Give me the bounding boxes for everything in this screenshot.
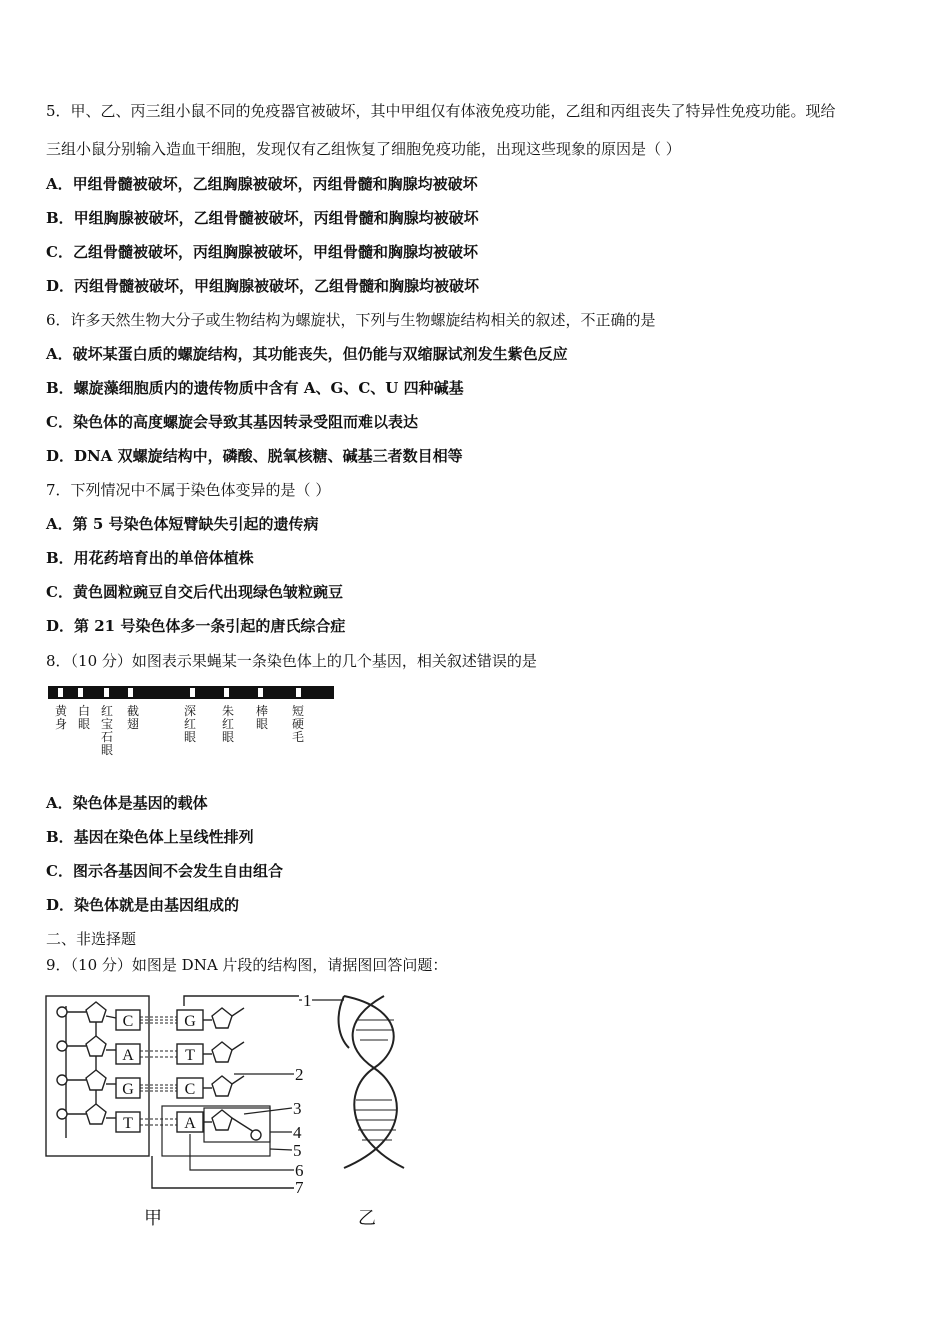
callout-6: 6 xyxy=(295,1161,304,1180)
gene-label-bar-eye: 棒眼 xyxy=(255,704,268,731)
callout-3: 3 xyxy=(293,1099,302,1118)
right-base-1: G xyxy=(184,1013,196,1030)
q8-option-d: D．染色体就是由基因组成的 xyxy=(46,896,240,914)
callout-1: 1 xyxy=(303,991,312,1010)
callout-5: 5 xyxy=(293,1141,302,1160)
gene-label-vermilion-eye: 朱红眼 xyxy=(221,704,234,744)
right-base-3: C xyxy=(184,1081,196,1098)
gene-label-ruby-eye: 红宝石眼 xyxy=(100,704,113,757)
q7-stem: 7．下列情况中不属于染色体变异的是（ ） xyxy=(46,481,331,499)
chromosome-bar xyxy=(46,683,346,703)
double-helix-icon xyxy=(339,996,404,1168)
chromosome-gene-diagram xyxy=(46,683,346,768)
gene-label-carmine-eye: 深红眼 xyxy=(183,704,196,744)
q7-option-c: C．黄色圆粒豌豆自交后代出现绿色皱粒豌豆 xyxy=(46,583,343,601)
q8-option-c: C．图示各基因间不会发生自由组合 xyxy=(46,862,283,880)
q6-option-b: B．螺旋藻细胞质内的遗传物质中含有 A、G、C、U 四种碱基 xyxy=(46,379,464,397)
q7-option-b: B．用花药培育出的单倍体植株 xyxy=(46,549,254,567)
gene-label-cut-wing: 截翅 xyxy=(126,704,139,731)
q6-option-a: A．破坏某蛋白质的螺旋结构，其功能丧失，但仍能与双缩脲试剂发生紫色反应 xyxy=(46,345,568,363)
panel-label-yi: 乙 xyxy=(358,1208,376,1228)
q8-stem: 8．（10 分）如图表示果蝇某一条染色体上的几个基因，相关叙述错误的是 xyxy=(46,652,537,670)
panel-label-jia: 甲 xyxy=(144,1208,162,1228)
dna-structure-figure xyxy=(44,988,444,1237)
right-base-4: A xyxy=(184,1115,196,1132)
q5-option-c: C．乙组骨髓被破坏，丙组胸腺被破坏，甲组骨髓和胸腺均被破坏 xyxy=(46,243,478,261)
gene-label-white-eye: 白眼 xyxy=(77,704,90,731)
gene-label-yellow-body: 黄身 xyxy=(54,704,67,731)
q5-option-a: A．甲组骨髓被破坏，乙组胸腺被破坏，丙组骨髓和胸腺均被破坏 xyxy=(46,175,478,193)
callout-7: 7 xyxy=(295,1178,304,1197)
q7-option-a: A．第 5 号染色体短臂缺失引起的遗传病 xyxy=(46,515,319,533)
left-base-3: G xyxy=(122,1081,134,1098)
q6-stem: 6．许多天然生物大分子或生物结构为螺旋状，下列与生物螺旋结构相关的叙述，不正确的是 xyxy=(46,311,656,329)
q6-option-d: D．DNA 双螺旋结构中，磷酸、脱氧核糖、碱基三者数目相等 xyxy=(46,447,463,465)
q5-option-b: B．甲组胸腺被破坏，乙组骨髓被破坏，丙组骨髓和胸腺均被破坏 xyxy=(46,209,479,227)
left-base-1: C xyxy=(122,1013,134,1030)
left-base-4: T xyxy=(123,1115,133,1132)
callout-4: 4 xyxy=(293,1123,302,1142)
q5-stem-line1: 5．甲、乙、丙三组小鼠不同的免疫器官被破坏，其中甲组仅有体液免疫功能，乙组和丙组丧失了特异性免疫功能。现给 xyxy=(46,102,836,120)
q9-stem: 9．（10 分）如图是 DNA 片段的结构图，请据图回答问题： xyxy=(46,956,448,974)
gene-label-short-bristle: 短硬毛 xyxy=(291,704,304,744)
dna-structure-svg xyxy=(44,988,444,1233)
q8-option-b: B．基因在染色体上呈线性排列 xyxy=(46,828,254,846)
left-base-2: A xyxy=(122,1047,134,1064)
q5-option-d: D．丙组骨髓被破坏，甲组胸腺被破坏，乙组骨髓和胸腺均被破坏 xyxy=(46,277,480,295)
q7-option-d: D．第 21 号染色体多一条引起的唐氏综合症 xyxy=(46,617,346,635)
section-heading-non-choice: 二、非选择题 xyxy=(46,930,137,948)
q5-stem-line2: 三组小鼠分别输入造血干细胞，发现仅有乙组恢复了细胞免疫功能，出现这些现象的原因是（ ） xyxy=(46,140,681,158)
q6-option-c: C．染色体的高度螺旋会导致其基因转录受阻而难以表达 xyxy=(46,413,418,431)
callout-2: 2 xyxy=(295,1065,304,1084)
right-base-2: T xyxy=(185,1047,195,1064)
q8-option-a: A．染色体是基因的载体 xyxy=(46,794,208,812)
